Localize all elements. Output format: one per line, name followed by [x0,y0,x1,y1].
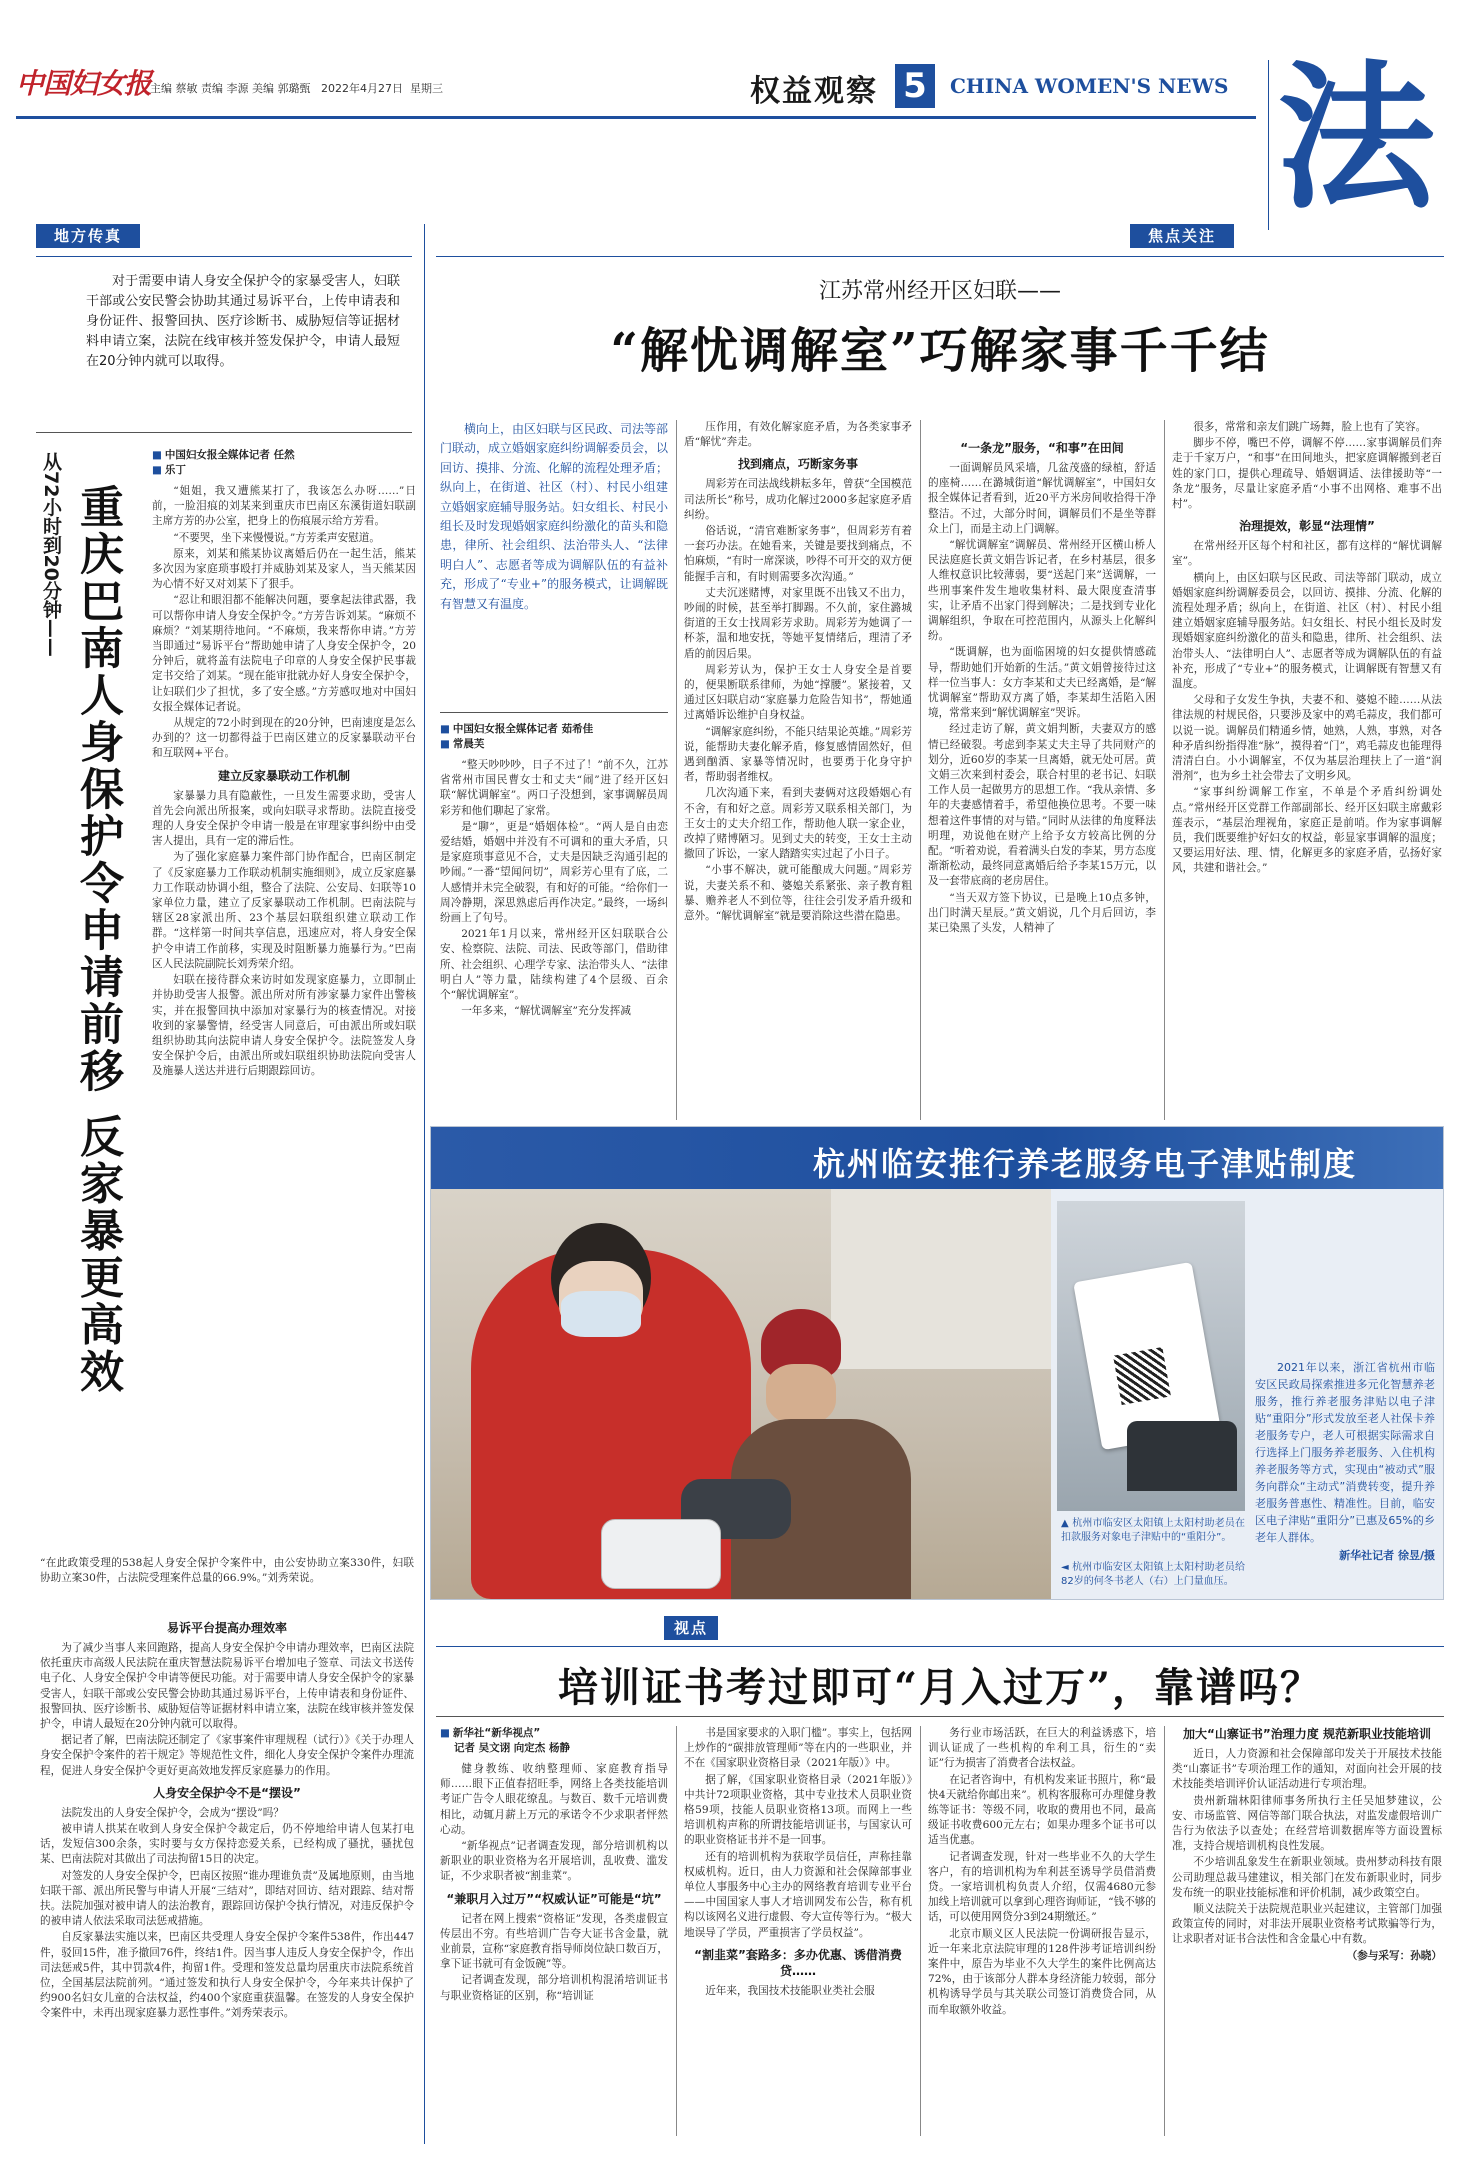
viewpoint-subhead-3: 加大“山寨证书”治理力度 规范新职业技能培训 [1183,1727,1431,1741]
elder-face [766,1364,836,1424]
focus-subhead-2: “一条龙”服务，“和事”在田间 [960,441,1124,455]
focus-divider-3 [1164,420,1165,1120]
masthead-rule [16,116,1256,119]
left-column-b: 易诉平台提高办理效率 为了减少当事人来回跑路，提高人身安全保护令申请办理效率，巴南区法院依托重庆市高级人民法院在重庆智慧法院易诉平台增加电子签章、司法文书送传电子化、人身安全保护令申请等便民功能。对于需要申请人身安全保护令的家暴受害人，妇联干部或公安民警会协助其通过易诉平台，上传申请表和身份证件、报警回执、医疗诊断书、威胁短信等证据材料申请立案，法院在线审核并签发保护令，申请人最短在20分钟内就可以取得。 据记者了解，巴南法院还制定了《家事案件审理规程（试行）》《关于办理人身安全保护令案件的若干规定》等规范性文件，细化人身安全保护令案件办理流程，促进人身安全保护令更好更高效地发挥反家庭暴力的作用。 人身安全保护令不是“摆设” 法院发出的人身安全保护令，会成为“摆设”吗？ 被申请人拱某在收到人身安全保护令裁定后，仍不停地给申请人包某打电话，发短信300余条，实时要与女方保持恋爱关系，已经构成了骚扰，骚扰包某、巴南法院对其做出了司法拘留15日的决定。 对签发的人身安全保护令，巴南区按照“谁办理谁负责”及属地原则，由当地妇联干部、派出所民警与申请人开展“三结对”，即结对回访、结对跟踪、结对帮扶。法院加强对被申请人的法治教育，跟踪回访保护令执行情况，对违反保护令的被申请人依法采取司法惩戒措施。 自反家暴法实施以来，巴南区共受理人身安全保护令案件538件，作出447件，驳回15件，准予撤回76件，终结1件。因当事人违反人身安全保护令，作出司法惩戒5件，其中罚款4件，拘留1件。受理和签发总量均居重庆市法院系统首位，全国基层法院前列。“通过签发和执行人身安全保护令，今年来共计保护了约900名妇女儿童的合法权益，约400个家庭重获温馨。在签发的人身安全保护令案件中，未再出现家庭暴力恶性事件。”刘秀荣表示。 [40,1621,414,2020]
hangzhou-credit: 新华社记者 徐昱/摄 [1339,1549,1435,1562]
viewpoint-column-1: ■ 新华社“新华视点” 记者 吴文诩 向定杰 杨静 健身教练、收纳整理师、家庭教育指导师……眼下正值春招旺季，网络上各类技能培训考证广告令人眼花缭乱。与数百、数千元培训费相比，动辄月薪上万元的承诺令不少求职者怦然心动。 “新华视点”记者调查发现，部分培训机构以新职业的职业资格为名开展培训，乱收费、滥发证，不少求职者被“割韭菜”。 “兼职月入过万”“权威认证”可能是“坑” 记者在网上搜索“资格证”发现，各类虚假宣传层出不穷。有些培训广告夸大证书含金量，就业前景，宣称“家庭教育指导师岗位缺口数百万，拿下证书就可有金饭碗”等。 记者调查发现，部分培训机构混淆培训证书与职业资格证的区别，称“培训证 [440,1727,668,2002]
focus-byline: ■ 中国妇女报全媒体记者 茹希佳 ■ 常晨芙 [440,723,594,750]
english-title: CHINA WOMEN'S NEWS [950,74,1229,98]
viewpoint-head-rule [436,1716,1444,1717]
focus-column-1: ■ 中国妇女报全媒体记者 茹希佳 ■ 常晨芙 “整天吵吵吵，日子不过了！”前不久，江苏省常州市国民曹女士和丈夫“闹”进了经开区妇联“解忧调解室”。两口子没想到，家事调解员周彩芳和他们聊起了家常。 是“聊”，更是“婚姻体检”。“两人是自由恋爱结婚，婚姻中并没有不可调和的重大矛盾，只是家庭琐事意见不合，丈夫是因缺乏沟通引起的吵闹。”一番“望闻问切”，周彩芳心里有了底，二人感情并未完全破裂，有和好的可能。“给你们一周冷静期，深思熟虑后再作决定。”最终，一场纠纷画上了句号。 2021年1月以来，常州经开区妇联联合公安、检察院、法院、司法、民政等部门，借助律所、社会组织、心理学专家、法治带头人、“法律明白人”等力量，陆续构建了4个层级、百余个“解忧调解室”。 一年多来，“解忧调解室”充分发挥减 [440,723,668,1018]
viewpoint-credit: （参与采写：孙晓） [1346,1949,1442,1962]
newspaper-logo: 中国妇女报 [16,67,152,100]
page-number: 5 [895,64,935,108]
qr-code [1113,1347,1171,1405]
left-headline: 重庆巴南人身保护令申请前移 反家暴更高效 [72,484,123,1396]
viewpoint-column-2: 书是国家要求的入职门槛”。事实上，包括网上炒作的“碳排放管理师”等在内的一些职业，并不在《国家职业资格目录（2021年版）》中。 据了解，《国家职业资格目录（2021年版）》中共计72项职业资格，其中专业技术人员职业资格59项，技能人员职业资格13项。而网上一些培训机构声称的所谓技能培训证书，与国家认可的职业资格证书并不是一回事。 还有的培训机构为获取学员信任，声称挂靠权威机构。近日，由人力资源和社会保障部事业单位人事服务中心主办的网络教育培训专业平台——中国国家人事人才培训网发布公告，称有机构以该网名义进行虚假、夸大宣传等行为。“极大地误导了学员，严重损害了学员权益”。 “割韭菜”套路多：多办优惠、诱借消费贷…… 近年来，我国技术技能职业类社会服 [684,1727,912,1997]
face-mask [561,1291,641,1337]
left-column-a-tail: “在此政策受理的538起人身安全保护令案件中，由公安协助立案330件，妇联协助立案30件，占法院受理案件总量的66.9%。”刘秀荣说。 [40,1557,414,1585]
viewpoint-top-rule [436,1646,1444,1647]
focus-column-4: 很多，常常和亲友们跳广场舞，脸上也有了笑容。 脚步不停，嘴巴不停，调解不停……家事调解员们奔走于千家万户，“和事”在田间地头，把家庭调解搬到老百姓的家门口，提供心理疏导、婚姻调适、法律援助等“一条龙”服务，尽量让家庭矛盾“小事不出网格、难事不出村”。 治理提效，彰显“法理情” 在常州经开区每个村和社区，都有这样的“解忧调解室”。 横向上，由区妇联与区民政、司法等部门联动，成立婚姻家庭纠纷调解委员会，以回访、摸排、分流、化解的流程处理矛盾；纵向上，在街道、社区（村）、村民小组建立婚姻家庭辅导服务站。妇女组长、村民小组长及时发现婚姻家庭纠纷激化的苗头和隐患，律所、社会组织、法治带头人、“法律明白人”、志愿者等成为调解队伍的有益补充，形成了“专业+”的服务模式，让调解既有智慧又有温度。 父母和子女发生争执，夫妻不和、婆媳不睦……从法律法规的村规民俗，只要涉及家中的鸡毛蒜皮，我们都可以说一说。调解员们精通乡情，她熟，人熟，事熟，对各种矛盾纠纷指得准“脉”，摸得着“门”，鸡毛蒜皮也能理得清清白白。小小调解室，不仅为基层治理扶上了一道“润滑剂”，也为乡土社会带去了文明乡风。 “家事纠纷调解工作室，不单是个矛盾纠纷调处点。”常州经开区党群工作部副部长、经开区妇联主席戴彩莲表示，“基层治理视角，家庭正是前哨。作为家事调解员，我们既要维护好妇女的权益，彰显家事调解的温度；又要运用好法、理、情，化解更多的家庭矛盾，弘扬好家风，共建和谐社会。” [1172,421,1442,875]
left-column-divider [424,224,425,2144]
left-byline: ■ 中国妇女报全媒体记者 任然 ■ 乐丁 [152,449,295,476]
focus-top-rule [436,256,1444,257]
hangzhou-caption-1: ▲ 杭州市临安区太阳镇上太阳村助老员在扣款服务对象电子津贴中的“重阳分”。 [1061,1518,1245,1543]
hangzhou-headline: 杭州临安推行养老服务电子津贴制度 [813,1145,1358,1183]
masthead [0,50,1472,140]
focus-divider-2 [920,420,921,1120]
section-tag-local: 地方传真 [36,224,140,248]
left-top-rule [36,256,412,257]
left-lead-rule [36,432,412,433]
viewpoint-byline: ■ 新华社“新华视点” 记者 吴文诩 向定杰 杨静 [440,1727,570,1754]
left-subhead-2: 易诉平台提高办理效率 [166,1621,287,1635]
viewpoint-divider-3 [1164,1726,1165,2136]
viewpoint-subhead-1: “兼职月入过万”“权威认证”可能是“坑” [446,1891,662,1906]
hangzhou-feature [430,1126,1444,1600]
hangzhou-text: 2021年以来，浙江省杭州市临安区民政局探索推进多元化智慧养老服务，推行养老服务津贴以电子津贴“重阳分”形式发放至老人社保卡养老服务专户，老人可根据实际需求自行选择上门服务养老服务、入住机构养老服务等方式，实现由“被动式”服务向群众“主动式”消费转变，提升养老服务普惠性、精准性。目前，临安区电子津贴“重阳分”已惠及65%的乡老年人群体。 新华社记者 徐昱/摄 [1255,1361,1435,1562]
hangzhou-photo-main [431,1189,1051,1599]
focus-headline: “解忧调解室”巧解家事千千结 [610,323,1270,379]
section-tag-viewpoint: 视点 [664,1616,718,1640]
wall-window [831,1189,1051,1369]
focus-intro: 横向上，由区妇联与区民政、司法等部门联动，成立婚姻家庭纠纷调解委员会，以回访、摸排、分流、化解的流程处理矛盾；纵向上，在街道、社区（村）、村民小组建立婚姻家庭辅导服务站。妇女组长、村民小组长及时发现婚姻家庭纠纷激化的苗头和隐患，律所、社会组织、法治带头人、“法律明白人”、志愿者等成为调解队伍的有益补充，形成了“专业+”的服务模式，让调解既有智慧又有温度。 [440,422,668,611]
viewpoint-divider-2 [920,1726,921,2136]
left-kicker: 从72小时到20分钟—— [40,452,62,657]
viewpoint-headline: 培训证书考过即可“月入过万”，靠谱吗？ [557,1664,1322,1711]
focus-intro-rule [440,712,668,713]
card-reader [1127,1421,1237,1491]
focus-divider-1 [676,420,677,1120]
left-column-a: ■ 中国妇女报全媒体记者 任然 ■ 乐丁 “姐姐，我又遭熊某打了，我该怎么办呀……”日前，一脸泪痕的刘某来到重庆市巴南区东溪街道妇联副主席方芳的办公室，把身上的伤痕展示给方芳看。 “不要哭，坐下来慢慢说。”方芳柔声安慰道。 原来，刘某和熊某协议离婚后仍在一起生活，熊某多次因为家庭琐事殴打并威胁刘某及家人，当天熊某因为心情不好又对刘某下了狠手。 “忍让和眼泪都不能解决问题，要拿起法律武器，我可以帮你申请人身安全保护令。”方芳告诉刘某。“麻烦不麻烦？”刘某期待地问。“不麻烦，我来帮你申请。”方芳当即通过“易诉平台”帮助她申请了人身安全保护令，20分钟后，就将盖有法院电子印章的人身安全保护民事裁定书交给了刘某。“现在能审批就办好人身安全保护令，让妇联们少了担忧，多了安全感。”方芳感叹地对中国妇女报全媒体记者说。 从规定的72小时到现在的20分钟，巴南速度是怎么办到的？这一切都得益于巴南区建立的反家暴联动平台和互联网+平台。 建立反家暴联动工作机制 家暴暴力具有隐蔽性，一旦发生需要求助，受害人首先会向派出所报案，或向妇联寻求帮助。法院直接受理的人身安全保护令申请一般是在审理家事纠纷中由受害人提出，具有一定的滞后性。 为了强化家庭暴力案件部门协作配合，巴南区制定了《反家庭暴力工作联动机制实施细则》，成立反家庭暴力工作联动协调小组，整合了法院、公安局、妇联等10家单位力量，建立了反家暴联动工作机制。巴南法院与辖区28家派出所、23个基层妇联组织建立联动工作群。“这样第一时间共享信息，迅速应对，将人身安全保护令申请工作前移，实现及时阻断暴力施暴行为。”巴南区人民法院副院长刘秀荣介绍。 妇联在接待群众来访时如发现家庭暴力，立即制止并协助受害人报警。派出所对所有涉家暴力家件出警核实，并在报警回执中添加对家暴行为的核查情况。对接收到的家暴警情，经受害人同意后，可由派出所或妇联组织协助其向法院申请人身安全保护令。法院签发人身安全保护令后，由派出所或妇联组织协助法院向受害人及施暴人送达并进行后期跟踪回访。 [152,449,416,1078]
focus-kicker: 江苏常州经开区妇联—— [818,279,1061,304]
viewpoint-column-3: 务行业市场活跃，在巨大的利益诱惑下，培训认证成了一些机构的牟利工具，衍生的“卖证”行为损害了消费者合法权益。 在记者咨询中，有机构发来证书照片，称“最快4天就给你邮出来”。机构客服称可办理健身教练等证书：等级不同，收取的费用也不同，最高级证书收费600元左右；如果办理多个证书可以适当优惠。 记者调查发现，针对一些毕业不久的大学生客户，有的培训机构为牟利甚至诱导学员借消费贷。一家培训机构负责人介绍，仅需4680元参加线上培训就可以拿到心理咨询师证，“钱不够的话，可以使用网贷分3到24期缴还。” 北京市顺义区人民法院一份调研报告显示，近一年来北京法院审理的128件涉考证培训纠纷案件中，原告为毕业不久大学生的案件比例高达72%，由于该部分人群本身经济能力较弱，部分机构诱导学员与其关联公司签订消费贷合同，从而牟取额外收益。 [928,1727,1156,2016]
viewpoint-column-4: 加大“山寨证书”治理力度 规范新职业技能培训 近日，人力资源和社会保障部印发关于开展技术技能类“山寨证书”专项治理工作的通知，对面向社会开展的技术技能类培训评价认证活动进行专项治理。 贵州新瑞林阳律师事务所执行主任吴旭梦建议，公安、市场监管、网信等部门联合执法，对监发虚假培训广告行为依法予以查处；在经营培训数据库等方面设置标准，支持合规培训机构良性发展。 不少培训乱象发生在新职业领域。贵州梦动科技有限公司助理总裁马建建议，相关部门在发布新职业时，同步发布统一的职业技能标准和评价机制，减少政策空白。 顺义法院关于法院规范职业兴起建议，主管部门加强政策宣传的同时，对非法开展职业资格考试欺骗等行为，让求职者对证书合法性和含金量心中有数。 （参与采写：孙晓） [1172,1726,1442,2146]
viewpoint-subhead-2: “割韭菜”套路多：多办优惠、诱借消费贷…… [694,1947,902,1978]
hangzhou-photo-card [1057,1201,1245,1511]
focus-subhead-3: 治理提效，彰显“法理情” [1239,519,1375,534]
left-subhead-1: 建立反家暴联动工作机制 [217,768,350,783]
hangzhou-caption-2: ◄ 杭州市临安区太阳镇上太阳村助老员给82岁的何冬书老人（右）上门量血压。 [1061,1562,1245,1587]
focus-subhead-1: 找到痛点，巧断家务事 [737,457,858,472]
law-character: 法 [1277,46,1435,231]
bp-monitor [601,1519,721,1589]
focus-column-3: “一条龙”服务，“和事”在田间 一面调解员风采墙，几盆茂盛的绿植，舒适的座椅……在潞城街道“解忧调解室”，中国妇女报全媒体记者看到，近20平方米房间收拾得干净整洁。不过，大部分时间，调解员们不是坐等群众上门，而是主动上门调解。 “解忧调解室”调解员、常州经开区横山桥人民法庭庭长黄文娟告诉记者，在乡村基层，很多人维权意识比较薄弱，要“送起门来”送调解，一些刑事案件发生地收集材料、最大限度查清事实，让矛盾不出家门得到解决；二是找到专业化调解组织，争取在可控范围内，从源头上化解纠纷。 “既调解，也为面临困境的妇女提供情感疏导，帮助她们开始新的生活。”黄文娟曾接待过这样一位当事人：女方李某和丈夫已经离婚，是“解忧调解室”帮助双方离了婚，李某却生活陷入困境，常常来到“解忧调解室”哭诉。 经过走访了解，黄文娟判断，夫妻双方的感情已经破裂。考虑到李某丈夫主导了共同财产的划分，近60岁的李某一旦离婚，就无处可居。黄文娟三次来到村委会，联合村里的老书记、妇联工作人员一起做男方的思想工作。“我从亲情、多年的夫妻感情着手，希望他换位思考。不要一味想着这件事情的对与错。”同时从法律的角度释法明理，劝说他在财产上给予女方较高比例的分配。“听着劝说，看着满头白发的李某，男方态度渐渐松动，最终同意离婚后给予李某15万元，以及一套带底商的老房居住。 “当天双方签下协议，已是晚上10点多钟，出门时满天星辰。”黄文娟说，几个月后回访，李某已染黑了头发，人精神了 [928,441,1156,935]
law-emblem [1268,46,1458,231]
section-title: 权益观察 [750,74,878,109]
viewpoint-divider-1 [676,1726,677,2136]
focus-column-2: 压作用，有效化解家庭矛盾，为各类家事矛盾“解忧”奔走。 找到痛点，巧断家务事 周彩芳在司法战线耕耘多年，曾获“全国模范司法所长”称号，成功化解过2000多起家庭矛盾纠纷。 俗话说，“清官难断家务事”，但周彩芳有着一套巧办法。在她看来，关键是要找到痛点，不怕麻烦，“有时一席深谈，吵得不可开交的双方便能握手言和，有时则需要多次沟通。” 丈夫沉迷赌博，对家里既不出钱又不出力，吵闹的时候，甚至举打脚踢。不久前，家住潞城街道的王女士找周彩芳求助。周彩芳为她调了一杯茶，温和地安抚，等她平复情绪后，理清了矛盾的前因后果。 周彩芳认为，保护王女士人身安全是首要的，便果断联系律师，为她“撑腰”。紧接着，又通过区妇联启动“家庭暴力危险告知书”，帮她通过离婚诉讼维护自身权益。 “调解家庭纠纷，不能只结果论英雄。”周彩芳说，能帮助夫妻化解矛盾，修复感情固然好，但遇到酗酒、家暴等情况时，也要勇于化身守护者，帮助弱者维权。 几次沟通下来，看到夫妻俩对这段婚姻心有不舍，有和好之意。周彩芳又联系相关部门，为王女士的丈夫介绍工作，帮助他人联一家企业，改掉了赌博陋习。见到丈夫的转变，王女士主动撤回了诉讼，一家人踏踏实实过起了小日子。 “小事不解决，就可能酿成大问题。”周彩芳说，夫妻关系不和、婆媳关系紧张、亲子教育粗暴、赡养老人不到位等，往往会引发矛盾升级和意外。“解忧调解室”就是要消除这些潜在隐患。 [684,421,912,923]
masthead-staff: 主编 蔡敏 责编 李源 美编 郭璐甄 2022年4月27日 星期三 [150,82,443,95]
section-tag-focus: 焦点关注 [1130,224,1234,248]
left-lead: 对于需要申请人身安全保护令的家暴受害人，妇联干部或公安民警会协助其通过易诉平台，上传申请表和身份证件、报警回执、医疗诊断书、威胁短信等证据材料申请立案，法院在线审核并签发保护令，申请人最短在20分钟内就可以取得。 [86,274,400,369]
left-subhead-3: 人身安全保护令不是“摆设” [153,1785,301,1800]
